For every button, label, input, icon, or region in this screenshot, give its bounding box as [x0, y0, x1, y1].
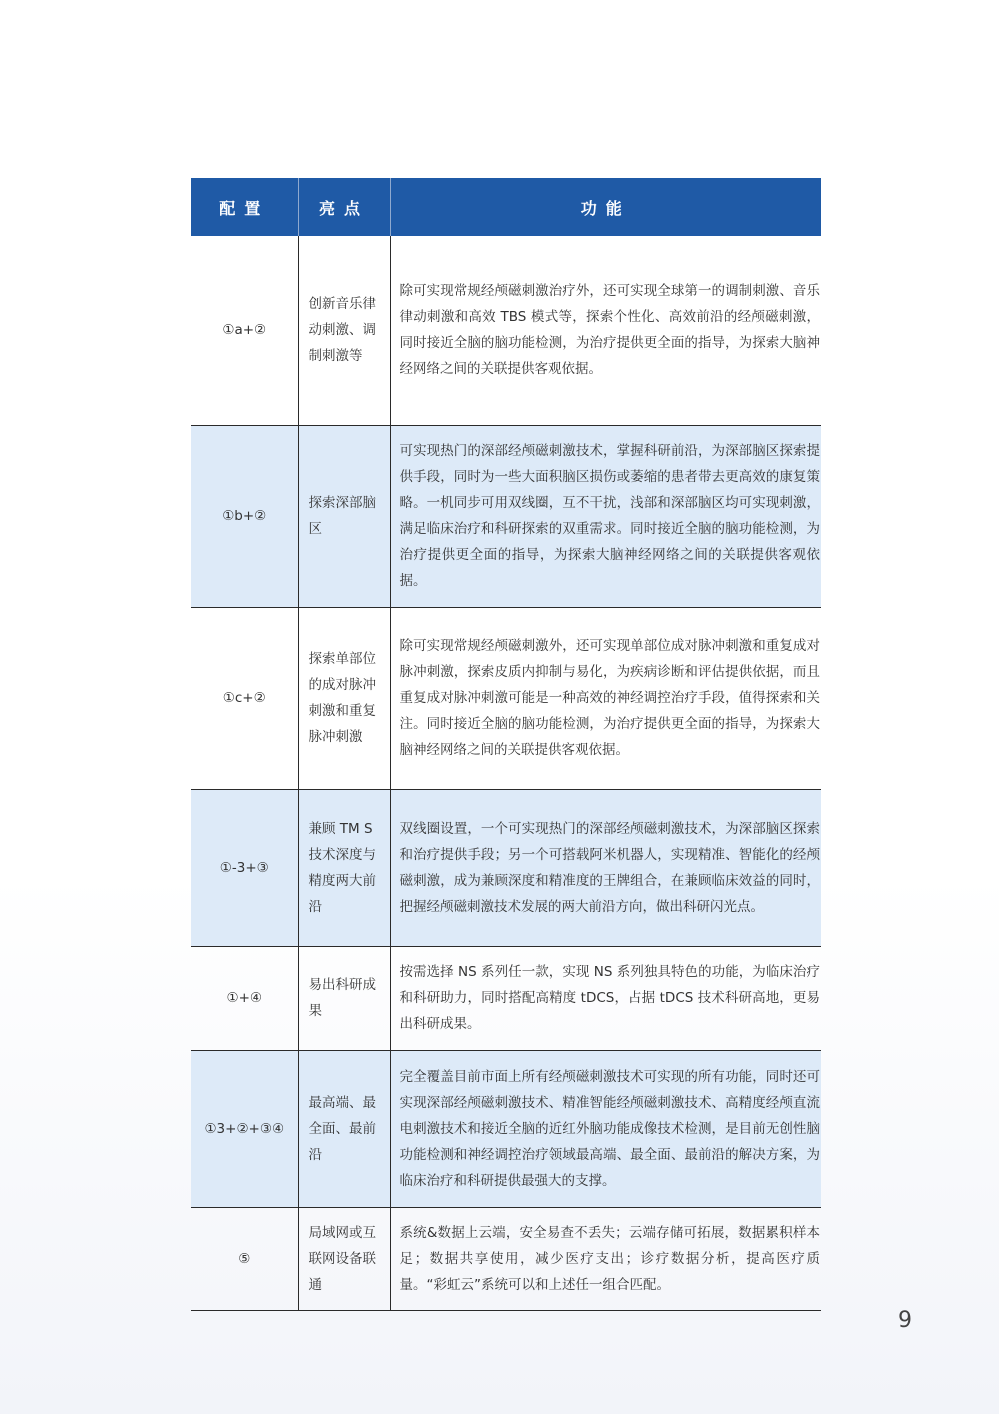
- config-cell: ①c+②: [191, 607, 298, 789]
- table-header-row: [191, 178, 821, 236]
- function-cell: 完全覆盖目前市面上所有经颅磁刺激技术可实现的所有功能，同时还可实现深部经颅磁刺激技术、精准智能经颅磁刺激技术、高精度经颅直流电刺激技术和接近全脑的近红外脑功能成像技术检测，是目前无创性脑功能检测和神经调控治疗领域最高端、最全面、最前沿的解决方案，为临床治疗和科研提供最强大的支撑。: [390, 1050, 821, 1207]
- function-cell: 除可实现常规经颅磁刺激治疗外，还可实现全球第一的调制刺激、音乐律动刺激和高效 TBS 模式等，探索个性化、高效前沿的经颅磁刺激，同时接近全脑的脑功能检测，为治疗提供更全面的指导，为探索大脑神经网络之间的关联提供客观依据。: [390, 236, 821, 425]
- feature-cell: 创新音乐律动刺激、调制刺激等: [298, 236, 390, 425]
- config-cell: ①b+②: [191, 425, 298, 607]
- feature-cell: 易出科研成果: [298, 946, 390, 1050]
- header-config: 配置: [191, 178, 298, 236]
- config-cell: ①a+②: [191, 236, 298, 425]
- config-cell: ①-3+③: [191, 789, 298, 946]
- page-number: 9: [898, 1308, 912, 1333]
- config-cell: ①+④: [191, 946, 298, 1050]
- header-feature: 亮点: [298, 178, 390, 236]
- function-cell: 系统&数据上云端，安全易查不丢失；云端存储可拓展，数据累积样本足；数据共享使用，减少医疗支出；诊疗数据分析，提高医疗质量。“彩虹云”系统可以和上述任一组合匹配。: [390, 1207, 821, 1310]
- feature-cell: 最高端、最全面、最前沿: [298, 1050, 390, 1207]
- function-cell: 按需选择 NS 系列任一款，实现 NS 系列独具特色的功能，为临床治疗和科研助力，同时搭配高精度 tDCS，占据 tDCS 技术科研高地，更易出科研成果。: [390, 946, 821, 1050]
- table-row: [191, 236, 821, 425]
- table-row: [191, 1050, 821, 1207]
- table-row: [191, 946, 821, 1050]
- feature-cell: 兼顾 TM S 技术深度与精度两大前沿: [298, 789, 390, 946]
- table-row: [191, 789, 821, 946]
- table-row: [191, 607, 821, 789]
- table-row: [191, 425, 821, 607]
- config-cell: ①3+②+③④: [191, 1050, 298, 1207]
- config-cell: ⑤: [191, 1207, 298, 1310]
- function-cell: 双线圈设置，一个可实现热门的深部经颅磁刺激技术，为深部脑区探索和治疗提供手段；另一个可搭载阿米机器人，实现精准、智能化的经颅磁刺激，成为兼顾深度和精准度的王牌组合，在兼顾临床效益的同时，把握经颅磁刺激技术发展的两大前沿方向，做出科研闪光点。: [390, 789, 821, 946]
- function-cell: 可实现热门的深部经颅磁刺激技术，掌握科研前沿，为深部脑区探索提供手段，同时为一些大面积脑区损伤或萎缩的患者带去更高效的康复策略。一机同步可用双线圈，互不干扰，浅部和深部脑区均可实现刺激，满足临床治疗和科研探索的双重需求。同时接近全脑的脑功能检测，为治疗提供更全面的指导，为探索大脑神经网络之间的关联提供客观依据。: [390, 425, 821, 607]
- header-function: 功能: [390, 178, 821, 236]
- feature-cell: 局域网或互联网设备联通: [298, 1207, 390, 1310]
- feature-cell: 探索深部脑区: [298, 425, 390, 607]
- config-table: [191, 178, 821, 1311]
- feature-cell: 探索单部位的成对脉冲刺激和重复脉冲刺激: [298, 607, 390, 789]
- function-cell: 除可实现常规经颅磁刺激外，还可实现单部位成对脉冲刺激和重复成对脉冲刺激，探索皮质内抑制与易化，为疾病诊断和评估提供依据，而且重复成对脉冲刺激可能是一种高效的神经调控治疗手段，值得探索和关注。同时接近全脑的脑功能检测，为治疗提供更全面的指导，为探索大脑神经网络之间的关联提供客观依据。: [390, 607, 821, 789]
- table-row: [191, 1207, 821, 1310]
